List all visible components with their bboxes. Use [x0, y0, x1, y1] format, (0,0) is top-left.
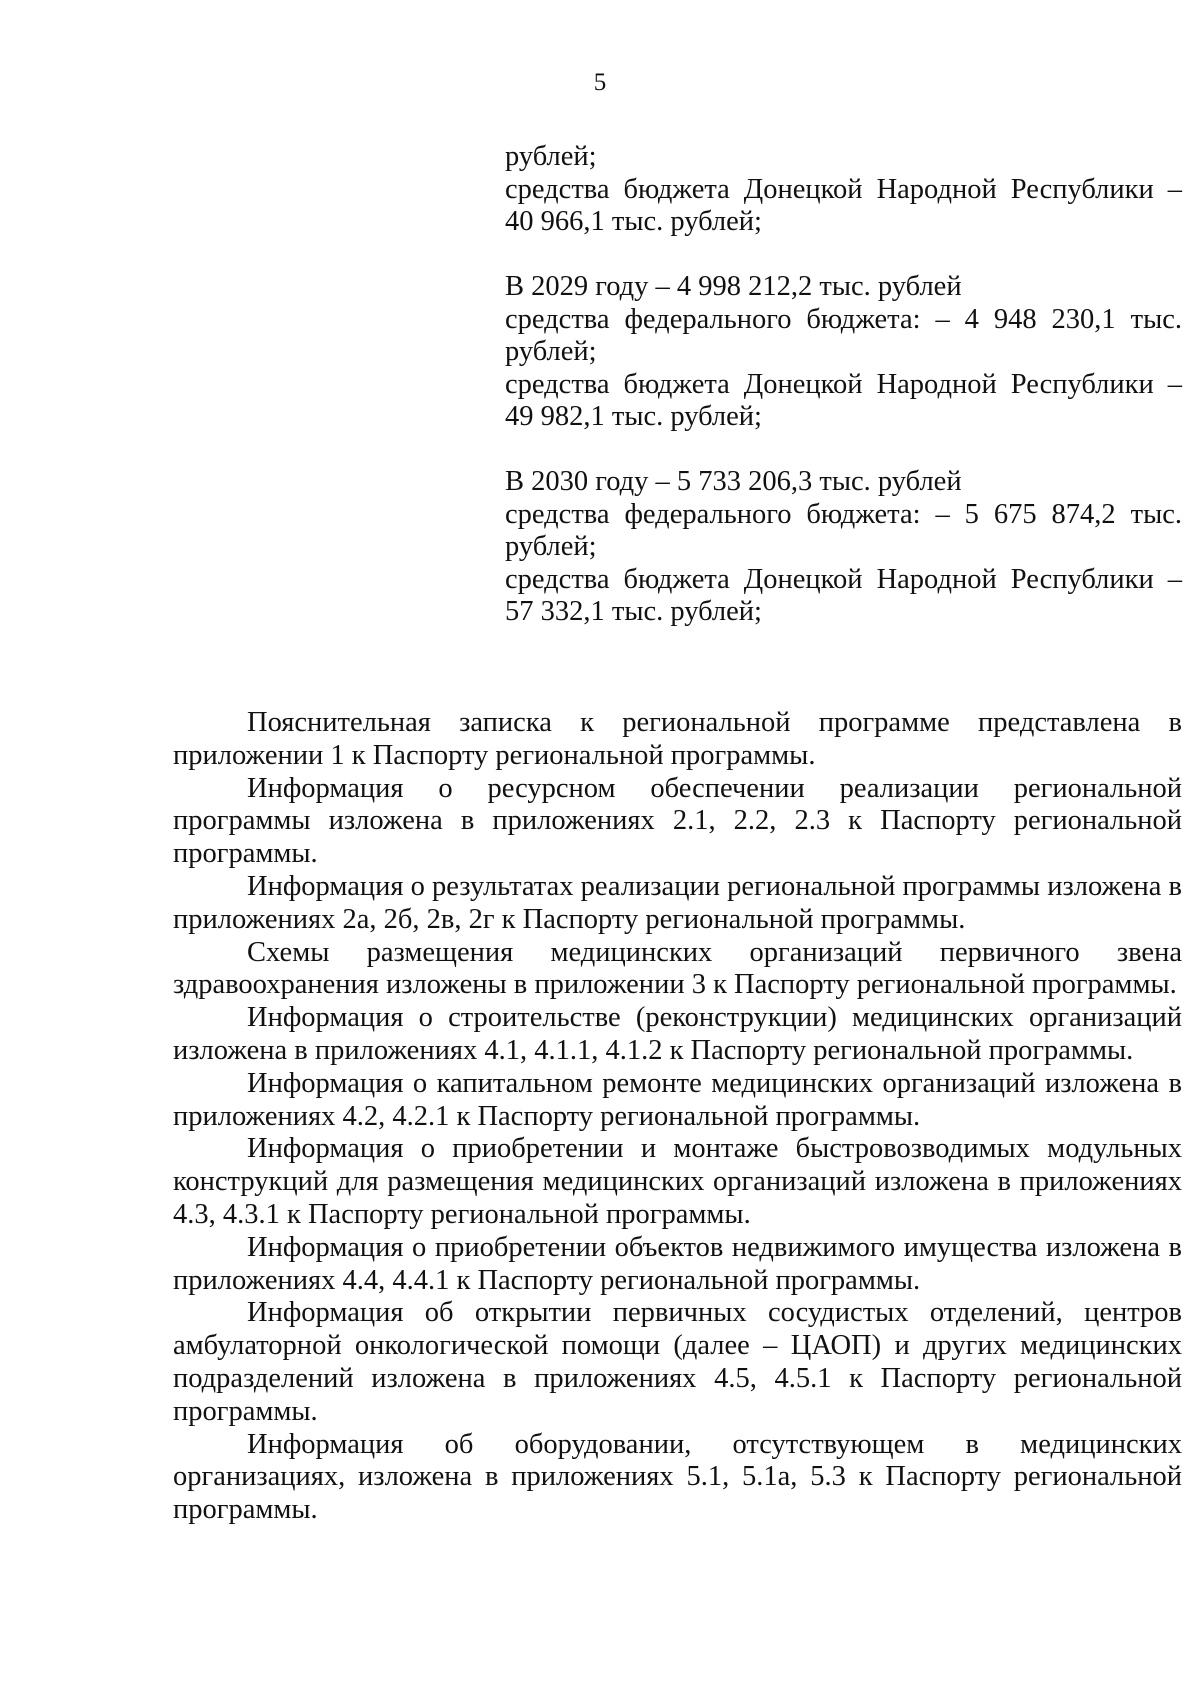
body-text [173, 707, 1182, 1527]
regional-funding-line: 49 982,1 тыс. рублей; [505, 401, 762, 432]
funding-line: 40 966,1 тыс. рублей; [505, 206, 762, 237]
spacer [505, 434, 1182, 467]
federal-funding-line: средства федерального бюджета: – 5 675 874,2 тыс. [505, 498, 1182, 530]
paragraph-explanatory-note: Пояснительная записка к региональной программе представлена в приложении 1 к Паспорту региональной программы. [173, 707, 1182, 771]
funding-line: рублей; [505, 141, 597, 172]
federal-funding-line: рублей; [505, 336, 597, 367]
funding-breakdown [505, 141, 1182, 629]
paragraph-resource-provision: Информация о ресурсном обеспечении реализации региональной программы изложена в приложениях 2.1, 2.2, 2.3 к Паспорту региональной программы. [173, 772, 1182, 870]
spacer [505, 239, 1182, 272]
federal-funding-line: средства федерального бюджета: – 4 948 230,1 тыс. [505, 303, 1182, 335]
page-number: 5 [593, 69, 607, 96]
paragraph-placement-schemes: Схемы размещения медицинских организаций первичного звена здравоохранения изложены в приложении 3 к Паспорту региональной программы. [173, 936, 1182, 1001]
paragraph-modular-constructions: Информация о приобретении и монтаже быстровозводимых модульных конструкций для размещения медицинских организаций изложена в приложениях 4.3, 4.3.1 к Паспорту региональной программы. [173, 1133, 1182, 1230]
regional-funding-line: средства бюджета Донецкой Народной Республики – [505, 563, 1182, 595]
paragraph-real-estate: Информация о приобретении объектов недвижимого имущества изложена в приложениях 4.4, 4.4.1 к Паспорту региональной программы. [173, 1231, 1182, 1296]
paragraph-new-departments: Информация об открытии первичных сосудистых отделений, центров амбулаторной онкологической помощи (далее – ЦАОП) и других медицинских подразделений изложена в приложениях 4.5, 4.5.1 к Паспорту региональной программы. [173, 1297, 1182, 1427]
paragraph-results: Информация о результатах реализации региональной программы изложена в приложениях 2а, 2б, 2в, 2г к Паспорту региональной программы. [173, 870, 1182, 935]
year-total-2029: В 2029 году – 4 998 212,2 тыс. рублей [505, 271, 962, 302]
paragraph-construction: Информация о строительстве (реконструкции) медицинских организаций изложена в приложениях 4.1, 4.1.1, 4.1.2 к Паспорту региональной программы. [173, 1002, 1182, 1066]
funding-line: средства бюджета Донецкой Народной Республики – [505, 173, 1182, 205]
paragraph-equipment: Информация об оборудовании, отсутствующем в медицинских организациях, изложена в приложениях 5.1, 5.1а, 5.3 к Паспорту региональной программы. [173, 1428, 1182, 1526]
federal-funding-line: рублей; [505, 531, 597, 562]
year-total-2030: В 2030 году – 5 733 206,3 тыс. рублей [505, 466, 962, 497]
regional-funding-line: 57 332,1 тыс. рублей; [505, 596, 762, 627]
regional-funding-line: средства бюджета Донецкой Народной Республики – [505, 368, 1182, 400]
paragraph-capital-repair: Информация о капитальном ремонте медицинских организаций изложена в приложениях 4.2, 4.2.1 к Паспорту региональной программы. [173, 1067, 1182, 1132]
